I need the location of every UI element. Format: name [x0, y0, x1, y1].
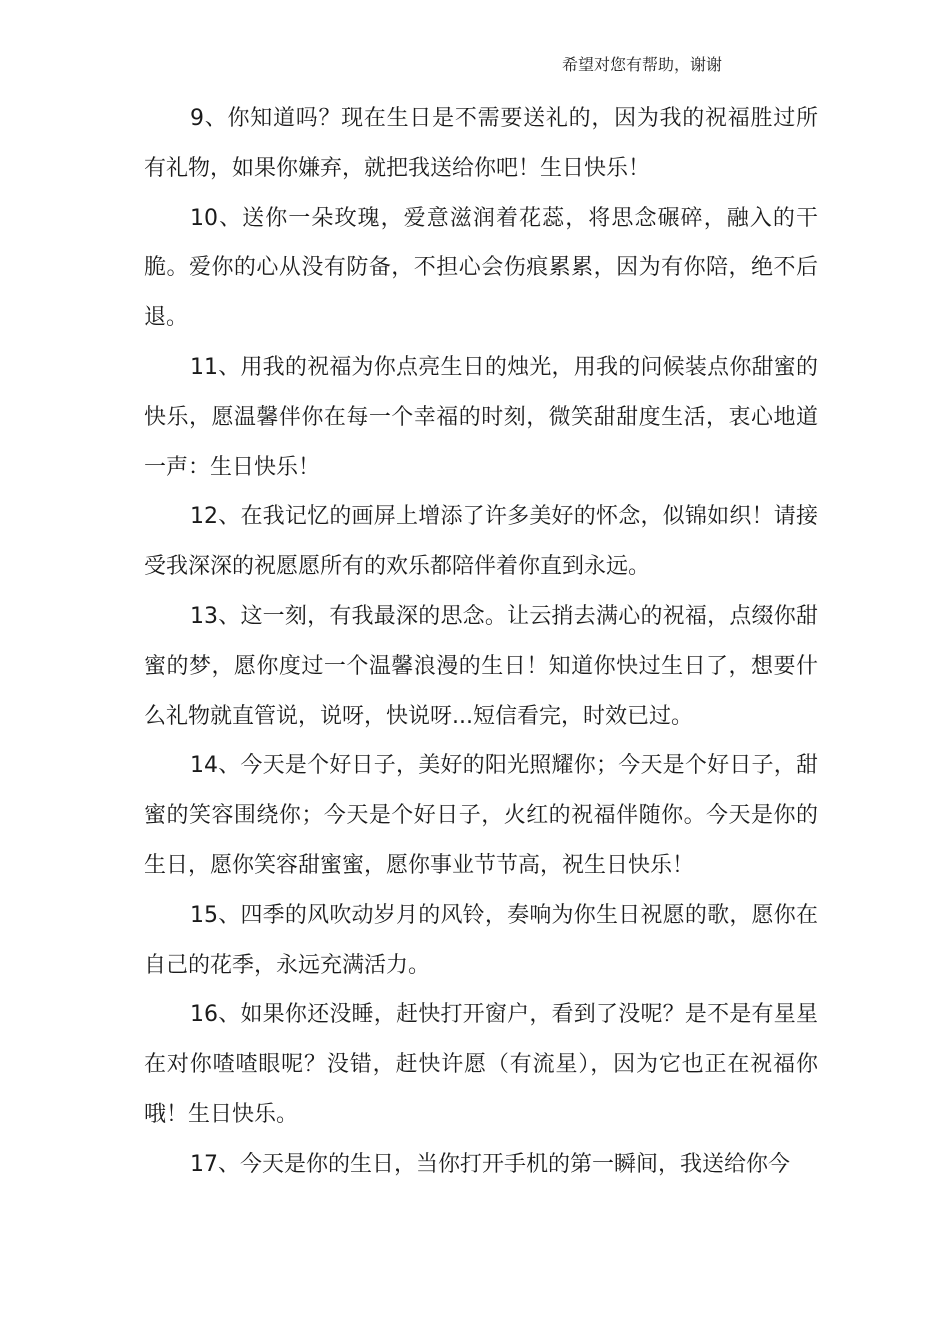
- paragraph-16: 16、如果你还没睡，赶快打开窗户，看到了没呢？是不是有星星在对你喳喳眼呢？没错，赶快许愿（有流星），因为它也正在祝福你哦！生日快乐。: [144, 1002, 818, 1127]
- paragraph-11: 11、用我的祝福为你点亮生日的烛光，用我的问候装点你甜蜜的快乐，愿温馨伴你在每一个幸福的时刻，微笑甜甜度生活，衷心地道一声：生日快乐！: [144, 354, 818, 480]
- document-body: [144, 94, 818, 1190]
- header-note: 希望对您有帮助，谢谢: [562, 55, 723, 74]
- paragraph-12: 12、在我记忆的画屏上增添了许多美好的怀念，似锦如织！请接受我深深的祝愿愿所有的欢乐都陪伴着你直到永远。: [144, 504, 818, 580]
- paragraph-17: 17、今天是你的生日，当你打开手机的第一瞬间，我送给你今: [190, 1151, 790, 1177]
- paragraph-10: 10、送你一朵玫瑰，爱意滋润着花蕊，将思念碾碎，融入的干脆。爱你的心从没有防备，不担心会伤痕累累，因为有你陪，绝不后退。: [144, 205, 818, 331]
- paragraph-13: 13、这一刻，有我最深的思念。让云捎去满心的祝福，点缀你甜蜜的梦，愿你度过一个温馨浪漫的生日！知道你快过生日了，想要什么礼物就直管说，说呀，快说呀...短信看完，时效已过。: [144, 603, 818, 729]
- paragraph-15: 15、四季的风吹动岁月的风铃，奏响为你生日祝愿的歌，愿你在自己的花季，永远充满活力。: [144, 902, 818, 978]
- paragraph-9: 9、你知道吗？现在生日是不需要送礼的，因为我的祝福胜过所有礼物，如果你嫌弃，就把我送给你吧！生日快乐！: [144, 106, 818, 181]
- paragraph-14: 14、今天是个好日子，美好的阳光照耀你；今天是个好日子，甜蜜的笑容围绕你；今天是个好日子，火红的祝福伴随你。今天是你的生日，愿你笑容甜蜜蜜，愿你事业节节高，祝生日快乐！: [144, 753, 818, 878]
